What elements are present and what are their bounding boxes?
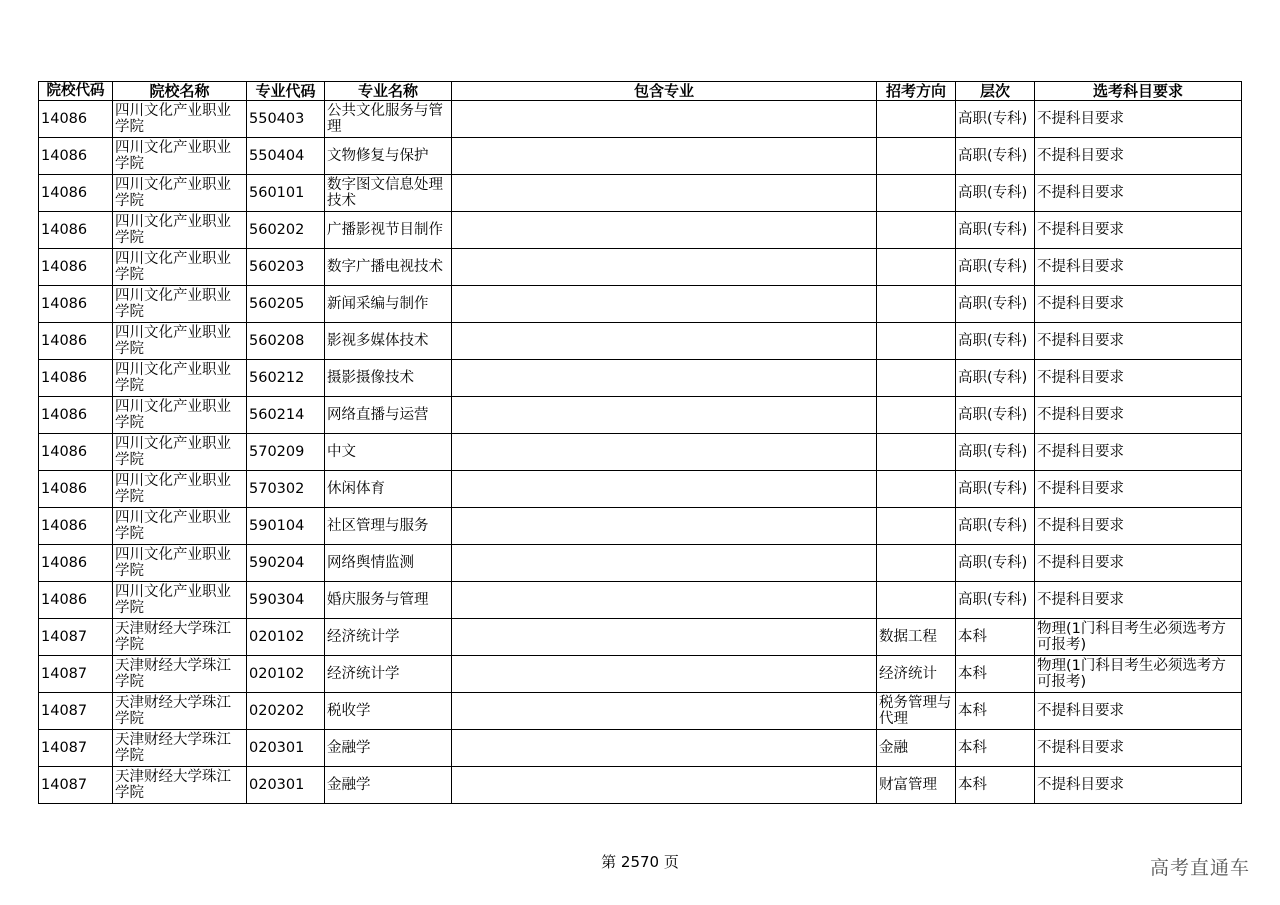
cell-school-name: 四川文化产业职业学院 <box>113 175 247 212</box>
table-row <box>39 212 1242 249</box>
table-row <box>39 767 1242 804</box>
cell-subject-requirement: 不提科目要求 <box>1035 212 1242 249</box>
table-row <box>39 471 1242 508</box>
cell-level: 高职(专科) <box>956 508 1035 545</box>
cell-school-code: 14086 <box>39 508 113 545</box>
column-header-level: 层次 <box>956 82 1035 101</box>
cell-major-name: 金融学 <box>325 730 452 767</box>
cell-school-code: 14086 <box>39 545 113 582</box>
cell-direction: 金融 <box>877 730 956 767</box>
cell-subject-requirement: 不提科目要求 <box>1035 767 1242 804</box>
cell-major-name: 影视多媒体技术 <box>325 323 452 360</box>
cell-level: 高职(专科) <box>956 175 1035 212</box>
cell-included-majors <box>452 767 877 804</box>
cell-major-name: 金融学 <box>325 767 452 804</box>
cell-major-name: 社区管理与服务 <box>325 508 452 545</box>
table-row <box>39 730 1242 767</box>
cell-direction <box>877 471 956 508</box>
cell-direction: 经济统计 <box>877 656 956 693</box>
cell-school-name: 四川文化产业职业学院 <box>113 138 247 175</box>
cell-major-code: 020301 <box>247 767 325 804</box>
cell-school-code: 14086 <box>39 249 113 286</box>
cell-school-name: 天津财经大学珠江学院 <box>113 619 247 656</box>
cell-level: 高职(专科) <box>956 323 1035 360</box>
cell-school-code: 14087 <box>39 693 113 730</box>
cell-major-name: 中文 <box>325 434 452 471</box>
column-header-school-code: 院校代码 <box>39 82 113 101</box>
cell-subject-requirement: 不提科目要求 <box>1035 249 1242 286</box>
cell-level: 本科 <box>956 693 1035 730</box>
cell-school-code: 14086 <box>39 582 113 619</box>
column-header-school-name: 院校名称 <box>113 82 247 101</box>
cell-major-code: 560208 <box>247 323 325 360</box>
table-row <box>39 693 1242 730</box>
cell-school-name: 四川文化产业职业学院 <box>113 323 247 360</box>
cell-school-name: 四川文化产业职业学院 <box>113 212 247 249</box>
cell-major-name: 数字广播电视技术 <box>325 249 452 286</box>
cell-direction <box>877 434 956 471</box>
cell-subject-requirement: 物理(1门科目考生必须选考方可报考) <box>1035 656 1242 693</box>
cell-school-name: 四川文化产业职业学院 <box>113 249 247 286</box>
cell-included-majors <box>452 397 877 434</box>
column-header-major-code: 专业代码 <box>247 82 325 101</box>
table-row <box>39 360 1242 397</box>
cell-level: 高职(专科) <box>956 101 1035 138</box>
cell-school-code: 14087 <box>39 656 113 693</box>
cell-major-code: 560203 <box>247 249 325 286</box>
table-row <box>39 582 1242 619</box>
cell-school-code: 14086 <box>39 360 113 397</box>
cell-direction <box>877 175 956 212</box>
cell-included-majors <box>452 138 877 175</box>
cell-subject-requirement: 不提科目要求 <box>1035 545 1242 582</box>
admissions-table <box>38 81 1242 804</box>
cell-subject-requirement: 不提科目要求 <box>1035 693 1242 730</box>
cell-school-code: 14086 <box>39 323 113 360</box>
cell-included-majors <box>452 323 877 360</box>
cell-major-code: 020102 <box>247 656 325 693</box>
cell-included-majors <box>452 101 877 138</box>
cell-school-name: 天津财经大学珠江学院 <box>113 693 247 730</box>
cell-subject-requirement: 不提科目要求 <box>1035 360 1242 397</box>
cell-direction <box>877 286 956 323</box>
cell-included-majors <box>452 249 877 286</box>
cell-major-code: 560214 <box>247 397 325 434</box>
cell-included-majors <box>452 286 877 323</box>
cell-major-name: 网络直播与运营 <box>325 397 452 434</box>
table-row <box>39 619 1242 656</box>
cell-subject-requirement: 不提科目要求 <box>1035 138 1242 175</box>
cell-level: 本科 <box>956 656 1035 693</box>
cell-included-majors <box>452 619 877 656</box>
cell-school-code: 14086 <box>39 471 113 508</box>
table-row <box>39 397 1242 434</box>
cell-included-majors <box>452 175 877 212</box>
cell-school-name: 四川文化产业职业学院 <box>113 360 247 397</box>
cell-direction <box>877 323 956 360</box>
cell-major-name: 经济统计学 <box>325 619 452 656</box>
cell-school-name: 四川文化产业职业学院 <box>113 582 247 619</box>
table-row <box>39 138 1242 175</box>
cell-level: 高职(专科) <box>956 286 1035 323</box>
cell-major-code: 560205 <box>247 286 325 323</box>
cell-school-name: 四川文化产业职业学院 <box>113 101 247 138</box>
cell-major-name: 税收学 <box>325 693 452 730</box>
cell-major-code: 020301 <box>247 730 325 767</box>
cell-major-code: 020102 <box>247 619 325 656</box>
cell-included-majors <box>452 471 877 508</box>
cell-school-name: 天津财经大学珠江学院 <box>113 730 247 767</box>
cell-school-code: 14087 <box>39 767 113 804</box>
page-number: 第 2570 页 <box>601 853 679 871</box>
cell-major-code: 590304 <box>247 582 325 619</box>
cell-school-code: 14086 <box>39 286 113 323</box>
cell-major-code: 550404 <box>247 138 325 175</box>
cell-school-code: 14086 <box>39 434 113 471</box>
cell-included-majors <box>452 508 877 545</box>
cell-major-name: 数字图文信息处理技术 <box>325 175 452 212</box>
cell-direction: 税务管理与代理 <box>877 693 956 730</box>
cell-level: 高职(专科) <box>956 545 1035 582</box>
cell-major-code: 570209 <box>247 434 325 471</box>
cell-level: 高职(专科) <box>956 212 1035 249</box>
cell-school-code: 14086 <box>39 212 113 249</box>
cell-school-name: 四川文化产业职业学院 <box>113 397 247 434</box>
column-header-subject-requirement: 选考科目要求 <box>1035 82 1242 101</box>
cell-subject-requirement: 不提科目要求 <box>1035 582 1242 619</box>
cell-direction <box>877 508 956 545</box>
cell-included-majors <box>452 656 877 693</box>
cell-school-code: 14086 <box>39 138 113 175</box>
cell-subject-requirement: 不提科目要求 <box>1035 508 1242 545</box>
column-header-direction: 招考方向 <box>877 82 956 101</box>
cell-subject-requirement: 物理(1门科目考生必须选考方可报考) <box>1035 619 1242 656</box>
cell-level: 高职(专科) <box>956 434 1035 471</box>
cell-direction <box>877 101 956 138</box>
cell-major-name: 婚庆服务与管理 <box>325 582 452 619</box>
cell-included-majors <box>452 693 877 730</box>
table-row <box>39 101 1242 138</box>
cell-included-majors <box>452 730 877 767</box>
cell-subject-requirement: 不提科目要求 <box>1035 730 1242 767</box>
cell-direction <box>877 249 956 286</box>
cell-school-code: 14086 <box>39 397 113 434</box>
cell-subject-requirement: 不提科目要求 <box>1035 323 1242 360</box>
cell-included-majors <box>452 434 877 471</box>
table-row <box>39 545 1242 582</box>
cell-major-code: 550403 <box>247 101 325 138</box>
cell-school-name: 天津财经大学珠江学院 <box>113 767 247 804</box>
cell-major-name: 休闲体育 <box>325 471 452 508</box>
cell-subject-requirement: 不提科目要求 <box>1035 101 1242 138</box>
watermark-logo: 高考直通车 <box>1149 857 1250 879</box>
cell-major-name: 网络舆情监测 <box>325 545 452 582</box>
cell-level: 本科 <box>956 730 1035 767</box>
cell-school-name: 四川文化产业职业学院 <box>113 434 247 471</box>
cell-major-code: 570302 <box>247 471 325 508</box>
cell-direction <box>877 212 956 249</box>
cell-school-code: 14087 <box>39 619 113 656</box>
table-row <box>39 434 1242 471</box>
cell-level: 高职(专科) <box>956 582 1035 619</box>
cell-level: 高职(专科) <box>956 249 1035 286</box>
cell-major-name: 广播影视节目制作 <box>325 212 452 249</box>
table-row <box>39 286 1242 323</box>
cell-level: 高职(专科) <box>956 397 1035 434</box>
cell-included-majors <box>452 360 877 397</box>
cell-subject-requirement: 不提科目要求 <box>1035 471 1242 508</box>
cell-direction <box>877 545 956 582</box>
cell-major-code: 590104 <box>247 508 325 545</box>
cell-included-majors <box>452 582 877 619</box>
cell-school-code: 14086 <box>39 101 113 138</box>
column-header-included-majors: 包含专业 <box>452 82 877 101</box>
cell-school-name: 四川文化产业职业学院 <box>113 545 247 582</box>
cell-direction <box>877 397 956 434</box>
cell-subject-requirement: 不提科目要求 <box>1035 286 1242 323</box>
cell-school-name: 四川文化产业职业学院 <box>113 286 247 323</box>
cell-subject-requirement: 不提科目要求 <box>1035 397 1242 434</box>
cell-subject-requirement: 不提科目要求 <box>1035 175 1242 212</box>
cell-level: 高职(专科) <box>956 471 1035 508</box>
cell-major-code: 590204 <box>247 545 325 582</box>
table-row <box>39 323 1242 360</box>
cell-direction <box>877 138 956 175</box>
cell-direction: 数据工程 <box>877 619 956 656</box>
table-header-row <box>39 82 1242 101</box>
cell-major-code: 560212 <box>247 360 325 397</box>
column-header-major-name: 专业名称 <box>325 82 452 101</box>
table-row <box>39 249 1242 286</box>
cell-school-code: 14087 <box>39 730 113 767</box>
cell-level: 高职(专科) <box>956 138 1035 175</box>
cell-direction <box>877 582 956 619</box>
cell-major-name: 文物修复与保护 <box>325 138 452 175</box>
table-body <box>39 101 1242 804</box>
cell-level: 高职(专科) <box>956 360 1035 397</box>
cell-major-name: 经济统计学 <box>325 656 452 693</box>
table-row <box>39 656 1242 693</box>
cell-major-name: 公共文化服务与管理 <box>325 101 452 138</box>
cell-major-code: 560202 <box>247 212 325 249</box>
cell-school-name: 天津财经大学珠江学院 <box>113 656 247 693</box>
cell-level: 本科 <box>956 619 1035 656</box>
cell-level: 本科 <box>956 767 1035 804</box>
cell-major-code: 560101 <box>247 175 325 212</box>
cell-school-name: 四川文化产业职业学院 <box>113 471 247 508</box>
cell-included-majors <box>452 545 877 582</box>
table-row <box>39 175 1242 212</box>
cell-school-name: 四川文化产业职业学院 <box>113 508 247 545</box>
cell-subject-requirement: 不提科目要求 <box>1035 434 1242 471</box>
cell-direction <box>877 360 956 397</box>
cell-included-majors <box>452 212 877 249</box>
table-row <box>39 508 1242 545</box>
cell-major-name: 新闻采编与制作 <box>325 286 452 323</box>
cell-school-code: 14086 <box>39 175 113 212</box>
cell-direction: 财富管理 <box>877 767 956 804</box>
cell-major-name: 摄影摄像技术 <box>325 360 452 397</box>
cell-major-code: 020202 <box>247 693 325 730</box>
